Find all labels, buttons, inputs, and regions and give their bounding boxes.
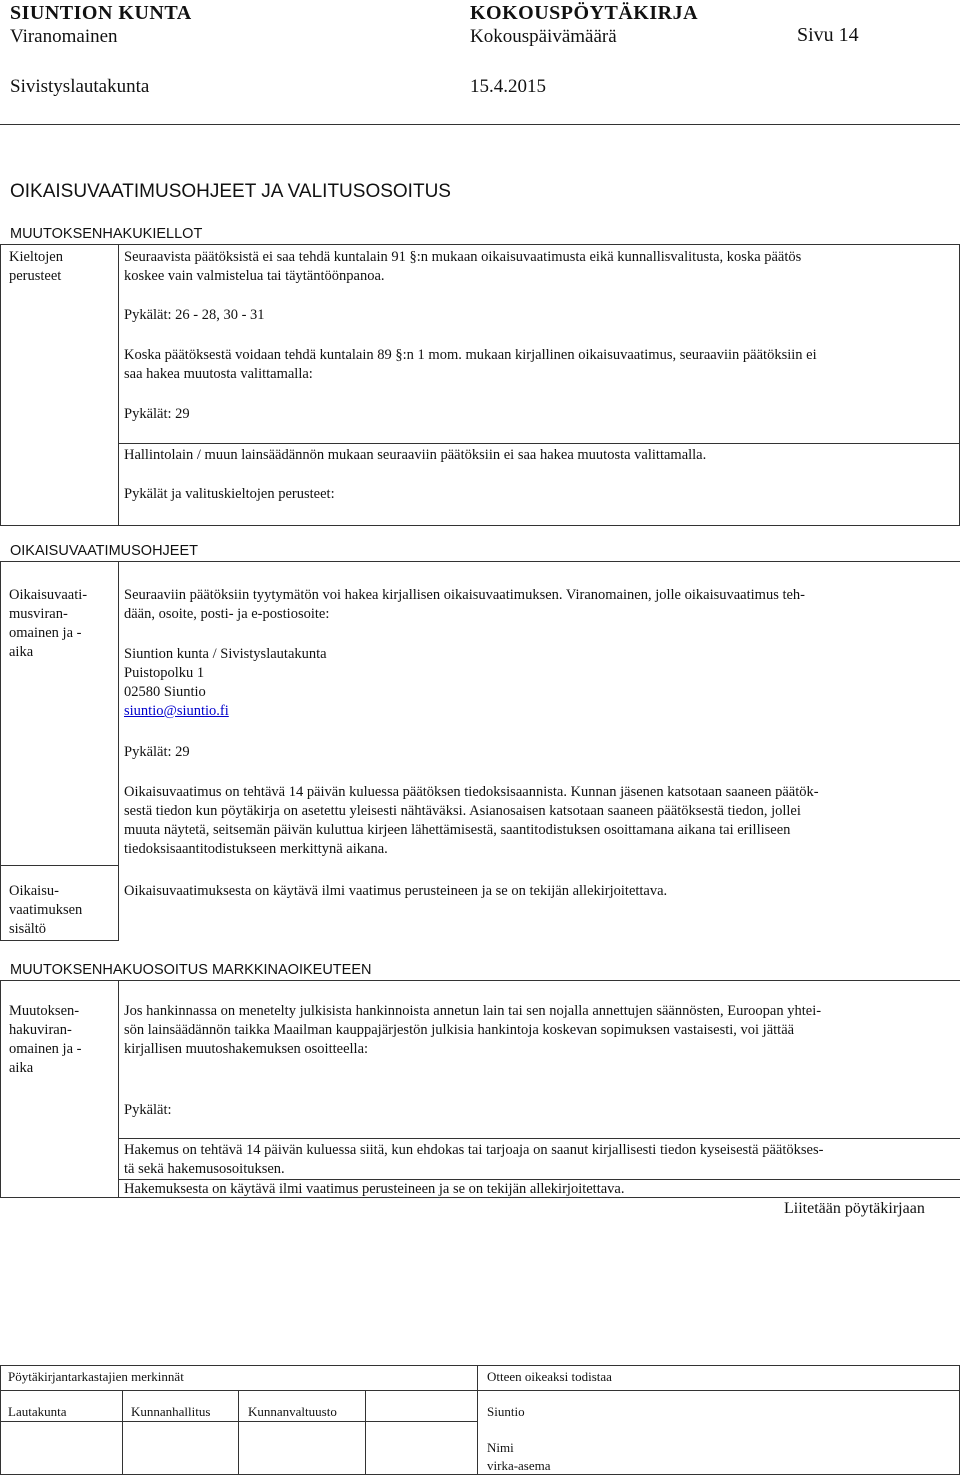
section1-left-border — [0, 244, 1, 526]
footer-divider-1 — [122, 1390, 123, 1475]
footer-inspectors: Pöytäkirjantarkastajien merkinnät — [8, 1369, 184, 1384]
authority-name: Sivistyslautakunta — [10, 76, 150, 97]
section3-top-rule — [0, 980, 960, 981]
section2-column-divider — [118, 561, 119, 941]
section1-top-rule — [0, 244, 960, 245]
market-court-paragraph-2: Hakemus on tehtävä 14 päivän kuluessa siitä, kun ehdokas tai tarjoaja on saanut kirjallisesti tiedon kyseisestä päätökses- tä sekä hakemusosoituksen. — [124, 1142, 824, 1177]
market-court-paragraph-1: Jos hankinnassa on menetelty julkisista hankinnoista annetun lain tai sen nojalla annettujen säännösten, Euroopan yhtei- sön lainsäädännön taikka Maailman kauppajärjestön julkisia hankintoja koskevan sopimuksen vastaisesti, voi jättää kirjallisen muutoshakemuksen osoitteella: — [124, 1003, 822, 1057]
meeting-date-label: Kokouspäivämäärä — [470, 26, 617, 47]
rectification-paragraph-1: Seuraaviin päätöksiin tyytymätön voi hakea kirjallisen oikaisuvaatimuksen. Viranomainen, jolle oikaisuvaatimus teh- dään, osoite, posti- ja e-postiosoite: — [124, 587, 806, 622]
rectification-authority-label: Oikaisuvaati- musviran- omainen ja - aika — [9, 587, 88, 660]
section-heading-rectification: OIKAISUVAATIMUSOHJEET — [10, 543, 198, 559]
rectification-paragraph-2: Oikaisuvaatimus on tehtävä 14 päivän kuluessa päätöksen tiedoksisaannista. Kunnan jäsenen katsotaan saaneen päätök- sestä tiedon kun pöytäkirja on asetettu yleisesti nähtäväksi. Asianosaisen katsotaan saaneen päätöksestä tiedon, jollei muuta näytetä, seitsemän päivän kuluttua kirjeen lähettämisestä, saantitodistuksen osoittamana aikana tai erilliseen tiedoksisaantitodistukseen merkittynä aikana. — [124, 784, 819, 857]
rectification-content-label: Oikaisu- vaatimuksen sisältö — [9, 883, 83, 937]
market-court-inner-rule — [118, 1138, 960, 1139]
section1-column-divider — [118, 244, 119, 526]
rectification-paragraph-3: Oikaisuvaatimuksesta on käytävä ilmi vaatimus perusteineen ja se on tekijän allekirjoitettava. — [124, 883, 668, 899]
meeting-date: 15.4.2015 — [470, 76, 546, 97]
footer-left-inner-rule — [0, 1421, 477, 1422]
footer-divider-3 — [365, 1390, 366, 1475]
rectification-address: Siuntion kunta / Sivistyslautakunta Puistopolku 1 02580 Siuntio siuntio@siuntio.fi — [124, 646, 327, 719]
restrictions-paragraph-2: Koska päätöksestä voidaan tehdä kuntalain 89 §:n 1 mom. mukaan kirjallinen oikaisuvaatimus, seuraaviin päätöksiin ei saa hakea muutosta valittamalla: — [124, 347, 817, 382]
restrictions-paragraph-3: Hallintolain / muun lainsäädännön mukaan seuraaviin päätöksiin ei saa hakea muutosta valittamalla. — [124, 447, 707, 463]
section2-left-border — [0, 561, 1, 941]
restrictions-sections-2: Pykälät: 29 — [124, 406, 190, 422]
section3-column-divider — [118, 980, 119, 1198]
restrictions-sections-3: Pykälät ja valituskieltojen perusteet: — [124, 486, 335, 502]
footer-top-rule — [0, 1365, 960, 1366]
section-heading-market-court: MUUTOKSENHAKUOSOITUS MARKKINAOIKEUTEEN — [10, 962, 372, 978]
document-type: KOKOUSPÖYTÄKIRJA — [470, 2, 699, 24]
section2-bottom-rule — [0, 940, 118, 941]
footer-body-municipal-board: Kunnanhallitus — [131, 1404, 211, 1419]
restrictions-inner-rule — [118, 443, 960, 444]
restrictions-paragraph-1: Seuraavista päätöksistä ei saa tehdä kuntalain 91 §:n mukaan oikaisuvaatimusta eikä kunnallisvalitusta, koska päätös koskee vain valmistelua tai täytäntöönpanoa. — [124, 249, 802, 284]
market-court-label: Muutoksen- hakuviran- omainen ja - aika — [9, 1003, 82, 1076]
footer-place: Siuntio — [487, 1404, 525, 1419]
footer-divider-2 — [238, 1390, 239, 1475]
section-heading-restrictions: MUUTOKSENHAKUKIELLOT — [10, 226, 203, 242]
page-title: OIKAISUVAATIMUSOHJEET JA VALITUSOSOITUS — [10, 181, 451, 202]
footer-body-council: Kunnanvaltuusto — [248, 1404, 337, 1419]
market-court-paragraph-3: Hakemuksesta on käytävä ilmi vaatimus perusteineen ja se on tekijän allekirjoitettava. — [124, 1181, 625, 1197]
authority-label: Viranomainen — [10, 26, 118, 47]
attachment-note: Liitetään pöytäkirjaan — [784, 1200, 925, 1217]
footer-name: Nimi — [487, 1440, 514, 1455]
footer-title: virka-asema — [487, 1458, 551, 1473]
rectification-sections: Pykälät: 29 — [124, 744, 190, 760]
footer-middle-border — [477, 1365, 478, 1475]
section3-left-border — [0, 980, 1, 1198]
municipality-name: SIUNTION KUNTA — [10, 2, 192, 24]
footer-left-border — [0, 1365, 1, 1475]
footer-body-board: Lautakunta — [8, 1404, 67, 1419]
section1-bottom-rule — [0, 525, 960, 526]
header-rule — [0, 124, 960, 125]
market-court-sections: Pykälät: — [124, 1102, 172, 1118]
section2-top-rule — [0, 561, 960, 562]
restrictions-sections-1: Pykälät: 26 - 28, 30 - 31 — [124, 307, 265, 323]
email-link[interactable]: siuntio@siuntio.fi — [124, 703, 229, 719]
page-number: Sivu 14 — [797, 24, 859, 46]
footer-row-rule — [0, 1390, 960, 1391]
section2-label-divider — [0, 865, 118, 866]
footer-certified: Otteen oikeaksi todistaa — [487, 1369, 612, 1384]
restrictions-label: Kieltojen perusteet — [9, 249, 63, 284]
